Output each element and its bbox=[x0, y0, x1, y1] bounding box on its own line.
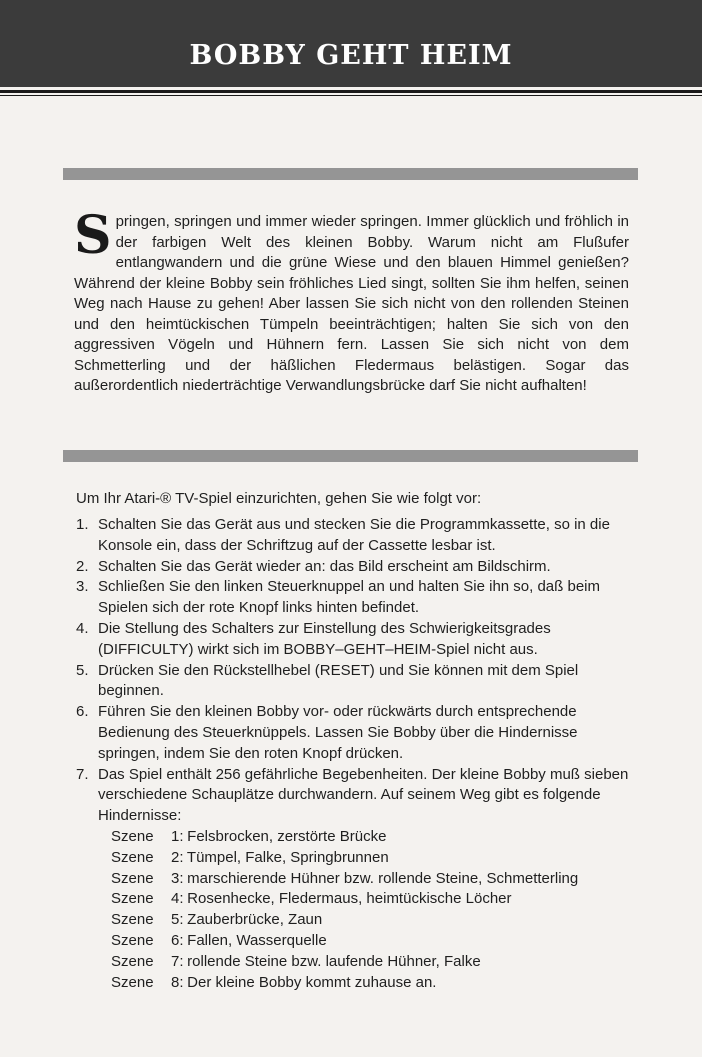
divider-bar-middle bbox=[63, 450, 638, 462]
scene-number: 4: bbox=[171, 890, 184, 908]
scene-item bbox=[111, 827, 634, 848]
list-item bbox=[76, 661, 634, 703]
scene-text: rollende Steine bzw. laufende Hühner, Falke bbox=[187, 952, 481, 970]
step-text: Die Stellung des Schalters zur Einstellung des Schwierigkeitsgrades (DIFFICULTY) wirkt sich im BOBBY–GEHT–HEIM-Spiel nicht aus. bbox=[98, 619, 551, 658]
scene-label: Szene bbox=[111, 827, 154, 845]
step-text: Führen Sie den kleinen Bobby vor- oder rückwärts durch entsprechende Bedienung des Steuerknüppels. Lassen Sie Bobby über die Hindernisse springen, indem Sie den roten Knopf drücken. bbox=[98, 703, 578, 762]
step-number: 7. bbox=[76, 765, 89, 783]
divider-bar-top bbox=[63, 168, 638, 180]
step-text: Schalten Sie das Gerät aus und stecken Sie die Programmkassette, so in die Konsole ein, dass der Schriftzug auf der Cassette lesbar ist. bbox=[98, 516, 610, 554]
scene-number: 6: bbox=[171, 931, 184, 949]
scene-item bbox=[111, 952, 634, 973]
scene-item bbox=[111, 973, 634, 994]
scene-item bbox=[111, 931, 634, 952]
list-item bbox=[76, 515, 634, 557]
drop-cap: S bbox=[74, 205, 112, 266]
scene-item bbox=[111, 910, 634, 931]
scene-number: 5: bbox=[171, 911, 184, 929]
scene-text: Rosenhecke, Fledermaus, heimtückische Löcher bbox=[187, 890, 512, 908]
scene-number: 1: bbox=[171, 827, 184, 845]
step-text: Schließen Sie den linken Steuerknuppel an und halten Sie ihn so, daß beim Spielen sich der rote Knopf links hinten befindet. bbox=[98, 578, 600, 617]
scene-label: Szene bbox=[111, 952, 154, 970]
step-number: 1. bbox=[76, 516, 89, 533]
scene-item bbox=[111, 869, 634, 890]
list-item bbox=[76, 765, 634, 994]
step-text: Schalten Sie das Gerät wieder an: das Bild erscheint am Bildschirm. bbox=[98, 557, 551, 575]
scene-label: Szene bbox=[111, 848, 154, 866]
scene-text: marschierende Hühner bzw. rollende Steine, Schmetterling bbox=[187, 869, 579, 887]
header-rule-thin bbox=[0, 95, 702, 96]
scene-text: Fallen, Wasserquelle bbox=[187, 931, 327, 949]
step-text: Das Spiel enthält 256 gefährliche Begebenheiten. Der kleine Bobby muß sieben verschiedene Schauplätze durchwandern. Auf seinem Weg gibt es folgende Hindernisse: bbox=[98, 765, 629, 825]
scene-item bbox=[111, 889, 634, 910]
step-text: Drücken Sie den Rückstellhebel (RESET) und Sie können mit dem Spiel beginnen. bbox=[98, 661, 579, 700]
setup-steps-list bbox=[76, 515, 634, 993]
scene-number: 7: bbox=[171, 952, 184, 970]
scene-text: Tümpel, Falke, Springbrunnen bbox=[186, 848, 389, 866]
scene-label: Szene bbox=[111, 911, 154, 929]
header-rule bbox=[0, 90, 702, 93]
header-banner bbox=[0, 0, 702, 87]
intro-text: pringen, springen und immer wieder springen. Immer glücklich und fröhlich in der farbigen Welt des kleinen Bobby. Warum nicht am Flußufer entlangwandern und die grüne Wiese und den blauen Himmel genießen? Während der kleine Bobby sein fröhliches Lied singt, sollten Sie ihm helfen, seinen Weg nach Hause zu gehen! Aber lassen Sie sich nicht von den rollenden Steinen und den heimtückischen Tümpeln beeinträchtigen; halten Sie sich von den aggressiven Vögeln und Hühnern fern. Lassen Sie sich nicht von dem Schmetterling und der häßlichen Fledermaus belästigen. Sogar das außerordentlich niederträchtige Verwandlungsbrücke darf Sie nicht aufhalten! bbox=[74, 213, 629, 394]
scene-text: Zauberbrücke, Zaun bbox=[187, 911, 323, 929]
list-item bbox=[76, 619, 634, 661]
step-number: 6. bbox=[76, 703, 89, 721]
scene-text: Felsbrocken, zerstörte Brücke bbox=[187, 827, 387, 845]
list-item bbox=[76, 577, 634, 619]
scene-number: 3: bbox=[171, 869, 184, 887]
scene-label: Szene bbox=[111, 869, 154, 887]
step-number: 2. bbox=[76, 557, 89, 575]
list-item bbox=[76, 557, 634, 578]
scene-text: Der kleine Bobby kommt zuhause an. bbox=[187, 973, 437, 991]
setup-intro: Um Ihr Atari-® TV-Spiel einzurichten, gehen Sie wie folgt vor: bbox=[76, 490, 482, 507]
list-item bbox=[76, 702, 634, 764]
scene-number: 2: bbox=[171, 848, 184, 866]
intro-paragraph bbox=[74, 205, 629, 397]
scene-label: Szene bbox=[111, 890, 154, 908]
page-title: BOBBY GEHT HEIM bbox=[189, 40, 513, 71]
scene-label: Szene bbox=[111, 973, 154, 991]
scene-number: 8: bbox=[171, 973, 184, 991]
step-number: 3. bbox=[76, 578, 89, 596]
scene-list bbox=[98, 827, 634, 993]
scene-item bbox=[111, 848, 634, 869]
step-number: 4. bbox=[76, 619, 89, 637]
step-number: 5. bbox=[76, 661, 89, 679]
scene-label: Szene bbox=[111, 931, 154, 949]
